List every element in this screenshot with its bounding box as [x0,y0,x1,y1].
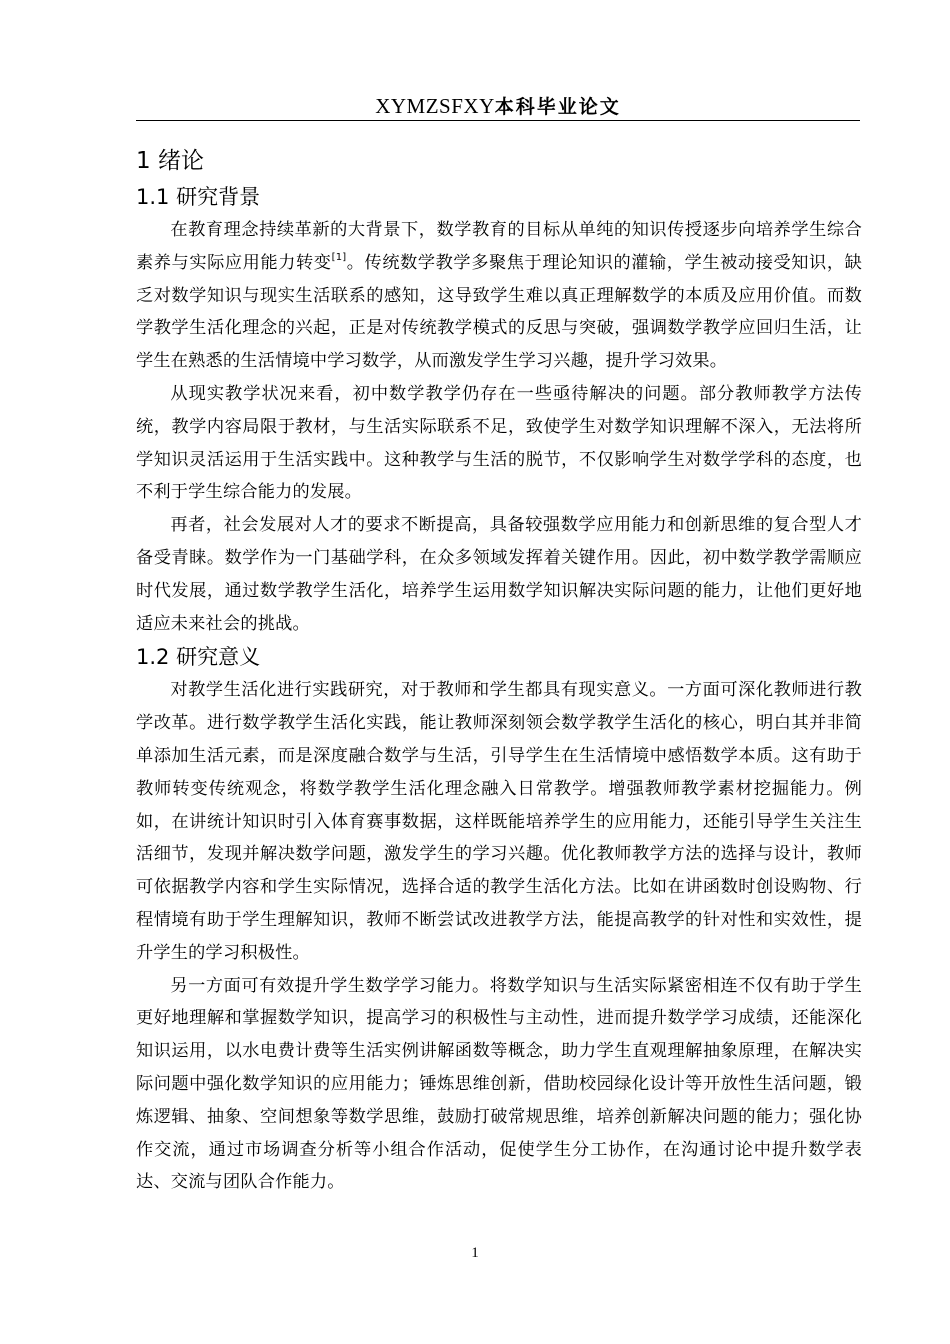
page-number: 1 [471,1245,479,1261]
header-school-code: XYMZSFXY [375,94,495,118]
chapter-title: 1 绪论 [136,148,204,174]
paragraph: 另一方面可有效提升学生数学学习能力。将数学知识与生活实际紧密相连不仅有助于学生更好地理解和掌握数学知识，提高学习的积极性与主动性，进而提升数学学习成绩，还能深化知识运用，以水电费计费等生活实例讲解函数等概念，助力学生直观理解抽象原理，在解决实际问题中强化数学知识的应用能力；锤炼思维创新，借助校园绿化设计等开放性生活问题，锻炼逻辑、抽象、空间想象等数学思维，鼓励打破常规思维，培养创新解决问题的能力；强化协作交流，通过市场调查分析等小组合作活动，促使学生分工协作，在沟通讨论中提升数学表达、交流与团队合作能力。 [136,975,862,1193]
page-header [136,92,860,121]
paragraph: 对教学生活化进行实践研究，对于教师和学生都具有现实意义。一方面可深化教师进行教学改革。进行数学教学生活化实践，能让教师深刻领会数学教学生活化的核心，明白其并非简单添加生活元素，而是深度融合数学与生活，引导学生在生活情境中感悟数学本质。这有助于教师转变传统观念，将数学教学生活化理念融入日常教学。增强教师教学素材挖掘能力。例如，在讲统计知识时引入体育赛事数据，这样既能培养学生的应用能力，还能引导学生关注生活细节，发现并解决数学问题，激发学生的学习兴趣。优化教师教学方法的选择与设计，教师可依据教学内容和学生实际情况，选择合适的教学生活化方法。比如在讲函数时创设购物、行程情境有助于学生理解知识，教师不断尝试改进教学方法，能提高教学的针对性和实效性，提升学生的学习积极性。 [136,680,862,963]
paragraph: 再者，社会发展对人才的要求不断提高，具备较强数学应用能力和创新思维的复合型人才备受青睐。数学作为一门基础学科，在众多领域发挥着关键作用。因此，初中数学教学需顺应时代发展，通过数学教学生活化，培养学生运用数学知识解决实际问题的能力，让他们更好地适应未来社会的挑战。 [136,515,862,634]
document-body [136,142,862,1199]
paragraph [136,214,862,378]
section-title-background: 1.1 研究背景 [136,185,261,209]
citation-marker: [1] [331,251,347,263]
section-title-significance: 1.2 研究意义 [136,645,261,670]
header-thesis-label: 本科毕业论文 [494,96,621,118]
paragraph: 从现实教学状况来看，初中数学教学仍存在一些亟待解决的问题。部分教师教学方法传统，教学内容局限于教材，与生活实际联系不足，致使学生对数学知识理解不深入，无法将所学知识灵活运用于生活实践中。这种教学与生活的脱节，不仅影响学生对数学学科的态度，也不利于学生综合能力的发展。 [136,383,862,503]
paragraph-text: 。传统数学教学多聚焦于理论知识的灌输，学生被动接受知识，缺乏对数学知识与现实生活联系的感知，这导致学生难以真正理解数学的本质及应用价值。而数学教学生活化理念的兴起，正是对传统教学模式的反思与突破，强调数学教学应回归生活，让学生在熟悉的生活情境中学习数学，从而激发学生学习兴趣，提升学习效果。 [136,252,862,372]
paragraph-text: 在教育理念持续革新的大背景下，数学教育的目标从单纯的知识传授逐步向培养学生综合素养与实际应用能力转变 [136,220,862,273]
